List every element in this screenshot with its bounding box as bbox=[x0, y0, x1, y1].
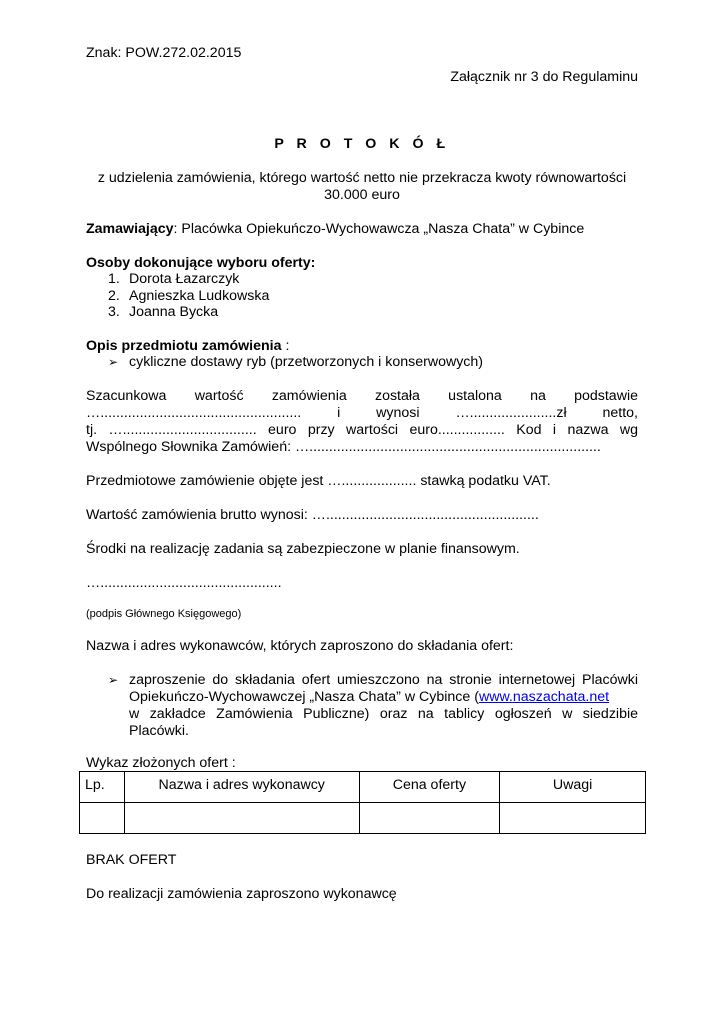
vat-line: Przedmiotowe zamówienie objęte jest …................... stawką podatku VAT. bbox=[86, 473, 551, 489]
invited-heading: Nazwa i adres wykonawców, których zaproszono do składania ofert: bbox=[86, 638, 514, 654]
estimate-line-1: Szacunkowa wartość zamówienia została ustalona na podstawie bbox=[86, 388, 638, 404]
subject-text: cykliczne dostawy ryb (przetworzonych i konserwowych) bbox=[129, 354, 484, 370]
table-cell bbox=[80, 803, 125, 834]
invitation-line-3: w zakładce Zamówienia Publiczne) oraz na tablicy ogłoszeń w siedzibie bbox=[129, 706, 638, 722]
list-number: 1. bbox=[108, 271, 120, 287]
column-header-contractor: Nazwa i adres wykonawcy bbox=[124, 772, 359, 803]
orderer-label: Zamawiający bbox=[86, 221, 174, 237]
gross-value-line: Wartość zamówienia brutto wynosi: …...................................................... bbox=[86, 507, 539, 523]
selectors-heading: Osoby dokonujące wyboru oferty: bbox=[86, 255, 316, 271]
orderer-value: : Placówka Opiekuńczo-Wychowawcza „Nasza Chata” w Cybince bbox=[173, 221, 585, 237]
person-name: Joanna Bycka bbox=[129, 304, 219, 320]
subject-heading: Opis przedmiotu zamówienia : bbox=[86, 338, 290, 354]
person-name: Agnieszka Ludkowska bbox=[129, 288, 270, 304]
arrow-bullet-icon: ➢ bbox=[108, 355, 119, 369]
table-header-row bbox=[80, 772, 646, 803]
table-cell bbox=[124, 803, 359, 834]
table-row bbox=[80, 803, 646, 834]
subtitle-line-2: 30.000 euro bbox=[324, 187, 400, 203]
invitation-line-4: Placówki. bbox=[129, 723, 189, 739]
website-link[interactable]: www.naszachata.net bbox=[478, 689, 610, 705]
arrow-bullet-icon: ➢ bbox=[108, 673, 119, 687]
list-number: 2. bbox=[108, 288, 120, 304]
estimate-line-4: Wspólnego Słownika Zamówień: ….......................................................................... bbox=[86, 439, 601, 455]
attachment-label: Załącznik nr 3 do Regulaminu bbox=[450, 69, 638, 85]
person-name: Dorota Łazarczyk bbox=[129, 271, 240, 287]
funds-line: Środki na realizację zadania są zabezpieczone w planie finansowym. bbox=[86, 541, 520, 557]
signature-caption: (podpis Głównego Księgowego) bbox=[86, 608, 242, 620]
document-title: P R O T O K Ó Ł bbox=[274, 136, 450, 152]
table-cell bbox=[500, 803, 646, 834]
orderer-line bbox=[86, 221, 638, 238]
reference-number: Znak: POW.272.02.2015 bbox=[86, 45, 242, 61]
estimate-line-3: tj. ….................................. euro przy wartości euro................. Kod i nazwa wg bbox=[86, 422, 638, 438]
subtitle-line-1: z udzielenia zamówienia, którego wartość netto nie przekracza kwoty równowartości bbox=[97, 170, 627, 186]
column-header-price: Cena oferty bbox=[359, 772, 500, 803]
invitation-line-1: zaproszenie do składania ofert umieszczono na stronie internetowej Placówki bbox=[129, 672, 638, 688]
closing-text: Do realizacji zamówienia zaproszono wykonawcę bbox=[86, 886, 397, 902]
offers-heading: Wykaz złożonych ofert : bbox=[86, 755, 236, 771]
list-number: 3. bbox=[108, 304, 120, 320]
no-offers-text: BRAK OFERT bbox=[86, 852, 177, 868]
column-header-remarks: Uwagi bbox=[500, 772, 646, 803]
offers-table bbox=[79, 771, 646, 834]
estimate-line-2: …................................................... i wynosi …......................zł netto, bbox=[86, 405, 638, 421]
table-cell bbox=[359, 803, 500, 834]
signature-dots: ….............................................. bbox=[86, 575, 282, 591]
column-header-lp: Lp. bbox=[80, 772, 125, 803]
invitation-line-2: Opiekuńczo-Wychowawczej „Nasza Chata” w Cybince (www.naszachata.net bbox=[129, 689, 610, 705]
